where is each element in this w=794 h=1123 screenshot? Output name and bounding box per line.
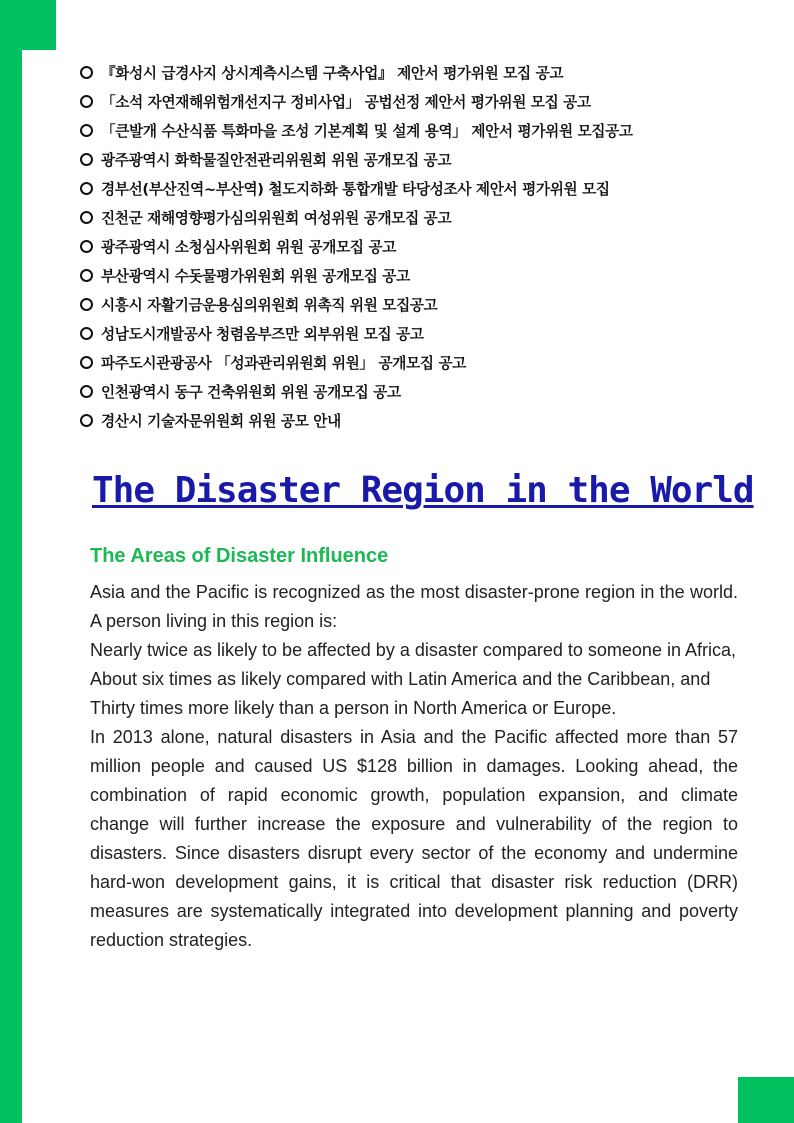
list-item[interactable] xyxy=(80,174,780,203)
bullet-circle-icon xyxy=(80,182,93,195)
paragraph: About six times as likely compared with Latin America and the Caribbean, and xyxy=(90,669,711,689)
list-item[interactable] xyxy=(80,145,780,174)
section-heading: The Areas of Disaster Influence xyxy=(90,545,389,567)
bullet-circle-icon xyxy=(80,95,93,108)
list-item[interactable] xyxy=(80,261,780,290)
bullet-circle-icon xyxy=(80,356,93,369)
bullet-circle-icon xyxy=(80,153,93,166)
paragraph: Thirty times more likely than a person in North America or Europe. xyxy=(90,698,617,718)
notice-text: 시흥시 자활기금운용심의위원회 위촉직 위원 모집공고 xyxy=(101,297,438,314)
notice-text: 진천군 재해영향평가심의위원회 여성위원 공개모집 공고 xyxy=(101,210,452,227)
notice-text: 인천광역시 동구 건축위원회 위원 공개모집 공고 xyxy=(101,384,401,401)
notice-text: 경부선(부산진역~부산역) 철도지하화 통합개발 타당성조사 제안서 평가위원 모집 xyxy=(101,181,610,198)
list-item[interactable] xyxy=(80,203,780,232)
notice-text: 광주광역시 화학물질안전관리위원회 위원 공개모집 공고 xyxy=(101,152,452,169)
bullet-circle-icon xyxy=(80,385,93,398)
bullet-circle-icon xyxy=(80,66,93,79)
list-item[interactable] xyxy=(80,58,780,87)
bullet-circle-icon xyxy=(80,269,93,282)
bullet-circle-icon xyxy=(80,298,93,311)
paragraph: Asia and the Pacific is recognized as the most disaster-prone region in the world. A person living in this region is: xyxy=(90,582,738,631)
notice-text: 성남도시개발공사 청렴옴부즈만 외부위원 모집 공고 xyxy=(101,326,424,343)
list-item[interactable] xyxy=(80,290,780,319)
body-text xyxy=(90,578,738,955)
notice-list xyxy=(80,58,780,435)
bottom-accent-block xyxy=(738,1077,794,1123)
paragraph: In 2013 alone, natural disasters in Asia and the Pacific affected more than 57 million people and caused US $128 billion in damages. Looking ahead, the combination of rapid economic growth, population expansion, and climate change will further increase the exposure and vulnerability of the region to disasters. Since disasters disrupt every sector of the economy and undermine hard-won development gains, it is critical that disaster risk reduction (DRR) measures are systematically integrated into development planning and poverty reduction strategies. xyxy=(90,727,738,950)
list-item[interactable] xyxy=(80,319,780,348)
list-item[interactable] xyxy=(80,377,780,406)
bullet-circle-icon xyxy=(80,414,93,427)
notice-text: 부산광역시 수돗물평가위원회 위원 공개모집 공고 xyxy=(101,268,410,285)
list-item[interactable] xyxy=(80,406,780,435)
notice-text: 경산시 기술자문위원회 위원 공모 안내 xyxy=(101,413,341,430)
bullet-circle-icon xyxy=(80,240,93,253)
notice-text: 『화성시 급경사지 상시계측시스템 구축사업』 제안서 평가위원 모집 공고 xyxy=(101,65,564,82)
notice-text: 「큰발개 수산식품 특화마을 조성 기본계획 및 설계 용역」 제안서 평가위원 모집공고 xyxy=(101,123,633,140)
list-item[interactable] xyxy=(80,87,780,116)
page-title: The Disaster Region in the World xyxy=(92,470,754,511)
paragraph: Nearly twice as likely to be affected by a disaster compared to someone in Africa, xyxy=(90,640,736,660)
notice-text: 광주광역시 소청심사위원회 위원 공개모집 공고 xyxy=(101,239,397,256)
bullet-circle-icon xyxy=(80,211,93,224)
list-item[interactable] xyxy=(80,116,780,145)
bullet-circle-icon xyxy=(80,327,93,340)
notice-text: 「소석 자연재해위험개선지구 정비사업」 공법선정 제안서 평가위원 모집 공고 xyxy=(101,94,591,111)
left-accent-bar xyxy=(0,0,22,1123)
notice-text: 파주도시관광공사 「성과관리위원회 위원」 공개모집 공고 xyxy=(101,355,467,372)
list-item[interactable] xyxy=(80,348,780,377)
list-item[interactable] xyxy=(80,232,780,261)
top-accent-block xyxy=(0,0,56,50)
bullet-circle-icon xyxy=(80,124,93,137)
